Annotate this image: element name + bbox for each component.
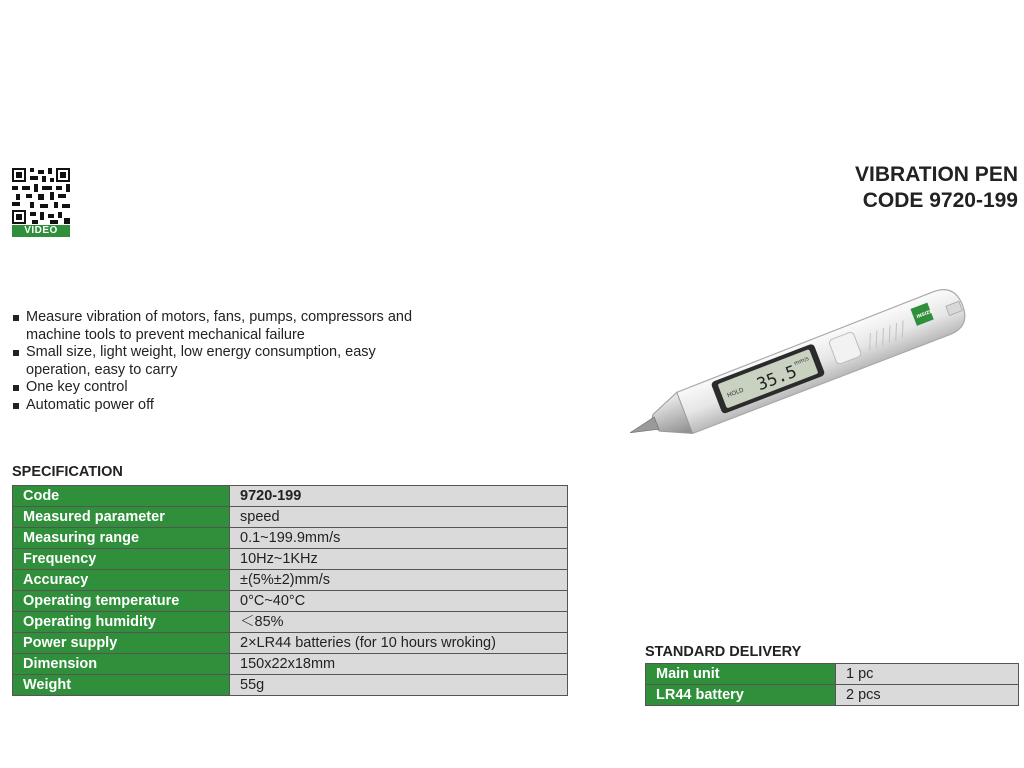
feature-item: Small size, light weight, low energy consumption, easy operation, easy to carry bbox=[12, 344, 432, 379]
feature-item: Automatic power off bbox=[12, 397, 432, 415]
standard-delivery-table bbox=[645, 663, 1019, 706]
spec-value: 2×LR44 batteries (for 10 hours wroking) bbox=[230, 633, 568, 654]
spec-value: ±(5%±2)mm/s bbox=[230, 570, 568, 591]
product-code: CODE 9720-199 bbox=[862, 189, 1018, 212]
spec-value: 150x22x18mm bbox=[230, 654, 568, 675]
table-row bbox=[13, 591, 568, 612]
vibration-pen-image bbox=[606, 268, 986, 473]
delivery-value: 1 pc bbox=[836, 664, 1019, 685]
table-row bbox=[13, 507, 568, 528]
spec-label: Dimension bbox=[13, 654, 230, 675]
vibration-pen-illustration bbox=[606, 268, 986, 468]
spec-label: Measuring range bbox=[13, 528, 230, 549]
feature-item: One key control bbox=[12, 379, 432, 397]
delivery-label: Main unit bbox=[646, 664, 836, 685]
spec-value: 0°C~40°C bbox=[230, 591, 568, 612]
spec-value: ＜85% bbox=[230, 612, 568, 633]
spec-label: Code bbox=[13, 486, 230, 507]
standard-delivery-title: STANDARD DELIVERY bbox=[645, 644, 802, 660]
lcd-mode-label: HOLD bbox=[726, 386, 745, 400]
specification-title: SPECIFICATION bbox=[12, 464, 123, 480]
spec-value: speed bbox=[230, 507, 568, 528]
table-row bbox=[13, 570, 568, 591]
lcd-unit-label: mm/s bbox=[793, 355, 811, 368]
brand-badge-text: INSIZE bbox=[916, 309, 934, 321]
spec-label: Frequency bbox=[13, 549, 230, 570]
feature-item: Measure vibration of motors, fans, pumps, compressors and machine tools to prevent mechanical failure bbox=[12, 309, 432, 344]
qr-video-label: VIDEO bbox=[12, 225, 70, 237]
table-row bbox=[13, 486, 568, 507]
spec-label: Operating humidity bbox=[13, 612, 230, 633]
spec-value: 9720-199 bbox=[230, 486, 568, 507]
delivery-value: 2 pcs bbox=[836, 685, 1019, 706]
spec-value: 10Hz~1KHz bbox=[230, 549, 568, 570]
table-row bbox=[13, 612, 568, 633]
product-title bbox=[855, 162, 1018, 214]
spec-label: Power supply bbox=[13, 633, 230, 654]
product-name: VIBRATION PEN bbox=[855, 163, 1018, 186]
spec-value: 0.1~199.9mm/s bbox=[230, 528, 568, 549]
spec-value: 55g bbox=[230, 675, 568, 696]
spec-label: Operating temperature bbox=[13, 591, 230, 612]
table-row bbox=[13, 549, 568, 570]
table-row bbox=[13, 675, 568, 696]
spec-label: Measured parameter bbox=[13, 507, 230, 528]
video-qr-code[interactable] bbox=[12, 168, 70, 237]
lcd-reading: 35.5 bbox=[754, 361, 800, 396]
table-row bbox=[13, 654, 568, 675]
qr-code-icon bbox=[12, 168, 70, 224]
spec-label: Accuracy bbox=[13, 570, 230, 591]
table-row bbox=[13, 528, 568, 549]
delivery-label: LR44 battery bbox=[646, 685, 836, 706]
specification-table bbox=[12, 485, 568, 696]
table-row bbox=[646, 685, 1019, 706]
spec-label: Weight bbox=[13, 675, 230, 696]
table-row bbox=[646, 664, 1019, 685]
table-row bbox=[13, 633, 568, 654]
feature-list bbox=[12, 309, 432, 414]
